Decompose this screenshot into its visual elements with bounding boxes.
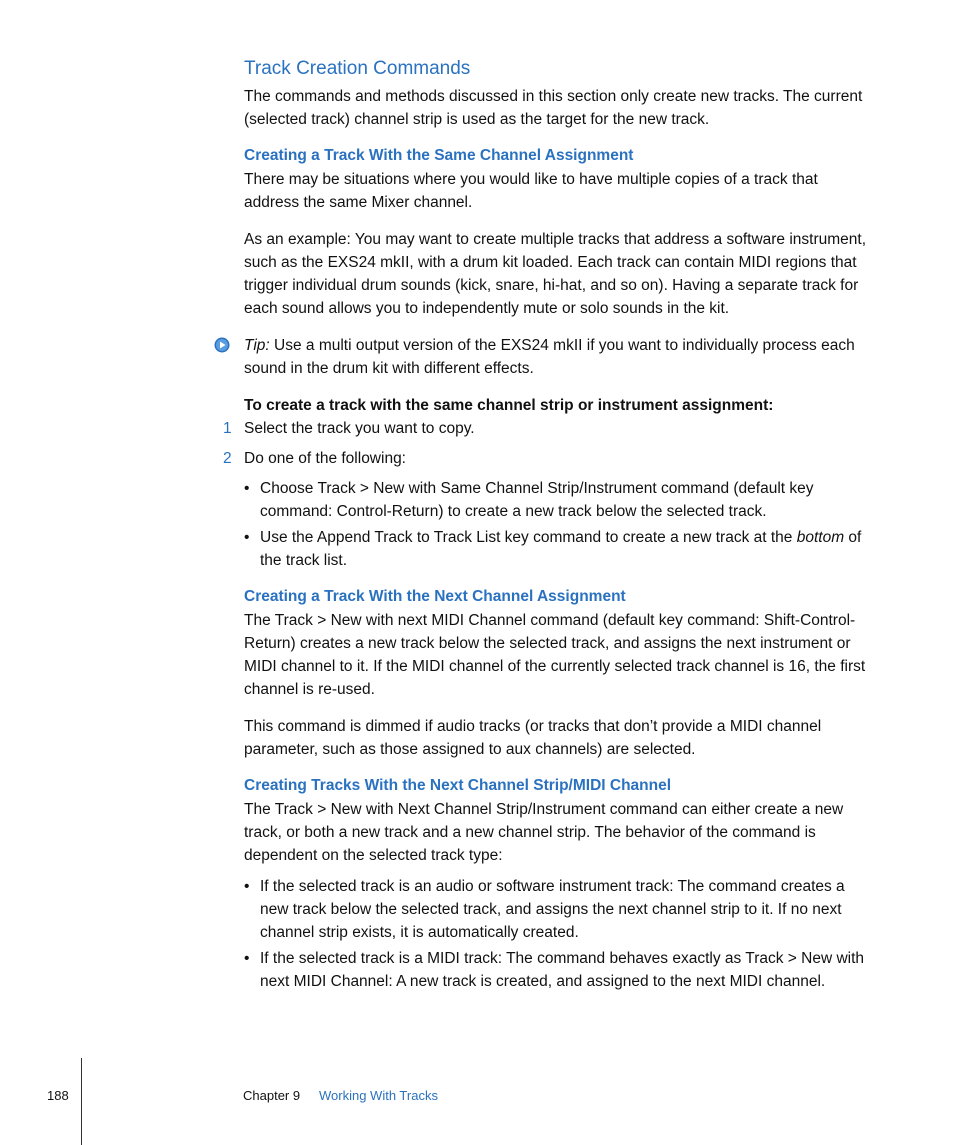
step-text: Do one of the following:: [244, 450, 406, 467]
bullet-item: [244, 477, 874, 523]
bullet-item: [244, 526, 874, 572]
intro-paragraph: The commands and methods discussed in this section only create new tracks. The current (selected track) channel strip is used as the target for the new track.: [244, 88, 863, 128]
paragraph: The Track > New with next MIDI Channel command (default key command: Shift-Control-Return) creates a new track below the selected track, and assigns the next instrument or MIDI channel to it. If the MIDI channel of the currently selected track channel is 16, the first channel is re-used.: [244, 612, 866, 698]
bullet-text: Use the Append Track to Track List key command to create a new track at the: [260, 529, 797, 546]
footer-chapter-label: Chapter 9: [243, 1088, 301, 1103]
bullet-emphasis: bottom: [796, 529, 845, 546]
step-item: [223, 447, 874, 470]
page-content: [223, 57, 874, 1001]
section-title: Track Creation Commands: [244, 58, 471, 79]
step-number: 1: [223, 420, 232, 437]
footer-divider: [81, 1058, 82, 1145]
step-text: Select the track you want to copy.: [244, 420, 475, 437]
bullet-list: [244, 477, 874, 572]
step-item: [223, 417, 874, 440]
bullet-text: of the track list.: [260, 529, 862, 569]
bullet-item: [244, 947, 874, 993]
bullet-text: If the selected track is a MIDI track: The command behaves exactly as Track > New with next MIDI Channel: A new track is created, and assigned to the next MIDI channel.: [260, 950, 865, 990]
bullet-text: If the selected track is an audio or software instrument track: The command creates a new track below the selected track, and assigns the next channel strip to it. If no next channel strip exists, it is automatically created.: [260, 878, 845, 941]
paragraph: There may be situations where you would like to have multiple copies of a track that address the same Mixer channel.: [244, 171, 818, 211]
paragraph: The Track > New with Next Channel Strip/Instrument command can either create a new track, or both a new track and a new channel strip. The behavior of the command is dependent on the selected track type:: [244, 801, 844, 864]
bullet-item: [244, 875, 874, 944]
subsection-title-next-channel-strip: Creating Tracks With the Next Channel Strip/MIDI Channel: [244, 777, 672, 794]
subsection-title-next-channel: Creating a Track With the Next Channel Assignment: [244, 588, 626, 605]
bullet-marker: •: [244, 480, 250, 497]
bullet-text: Choose Track > New with Same Channel Strip/Instrument command (default key command: Control-Return) to create a new track below the selected track.: [260, 480, 814, 520]
tip-note: [244, 334, 874, 380]
tip-text: Use a multi output version of the EXS24 mkII if you want to individually process each sound in the drum kit with different effects.: [244, 337, 855, 377]
procedure-title: To create a track with the same channel strip or instrument assignment:: [244, 397, 774, 414]
footer-chapter-title: Working With Tracks: [319, 1088, 438, 1103]
paragraph: This command is dimmed if audio tracks (or tracks that don’t provide a MIDI channel parameter, such as those assigned to aux channels) are selected.: [244, 718, 822, 758]
tip-label: Tip:: [244, 337, 270, 354]
tip-arrow-icon: [214, 337, 230, 353]
bullet-marker: •: [244, 878, 250, 895]
bullet-marker: •: [244, 529, 250, 546]
step-list: [223, 417, 874, 470]
bullet-list: [244, 875, 874, 993]
page-number: 188: [47, 1088, 69, 1103]
bullet-marker: •: [244, 950, 250, 967]
step-number: 2: [223, 450, 232, 467]
paragraph: As an example: You may want to create multiple tracks that address a software instrument, such as the EXS24 mkII, with a drum kit loaded. Each track can contain MIDI regions that trigger individual drum sounds (kick, snare, hi-hat, and so on). Having a separate track for each sound allows you to independently mute or solo sounds in the kit.: [244, 231, 867, 317]
subsection-title-same-channel: Creating a Track With the Same Channel Assignment: [244, 147, 634, 164]
